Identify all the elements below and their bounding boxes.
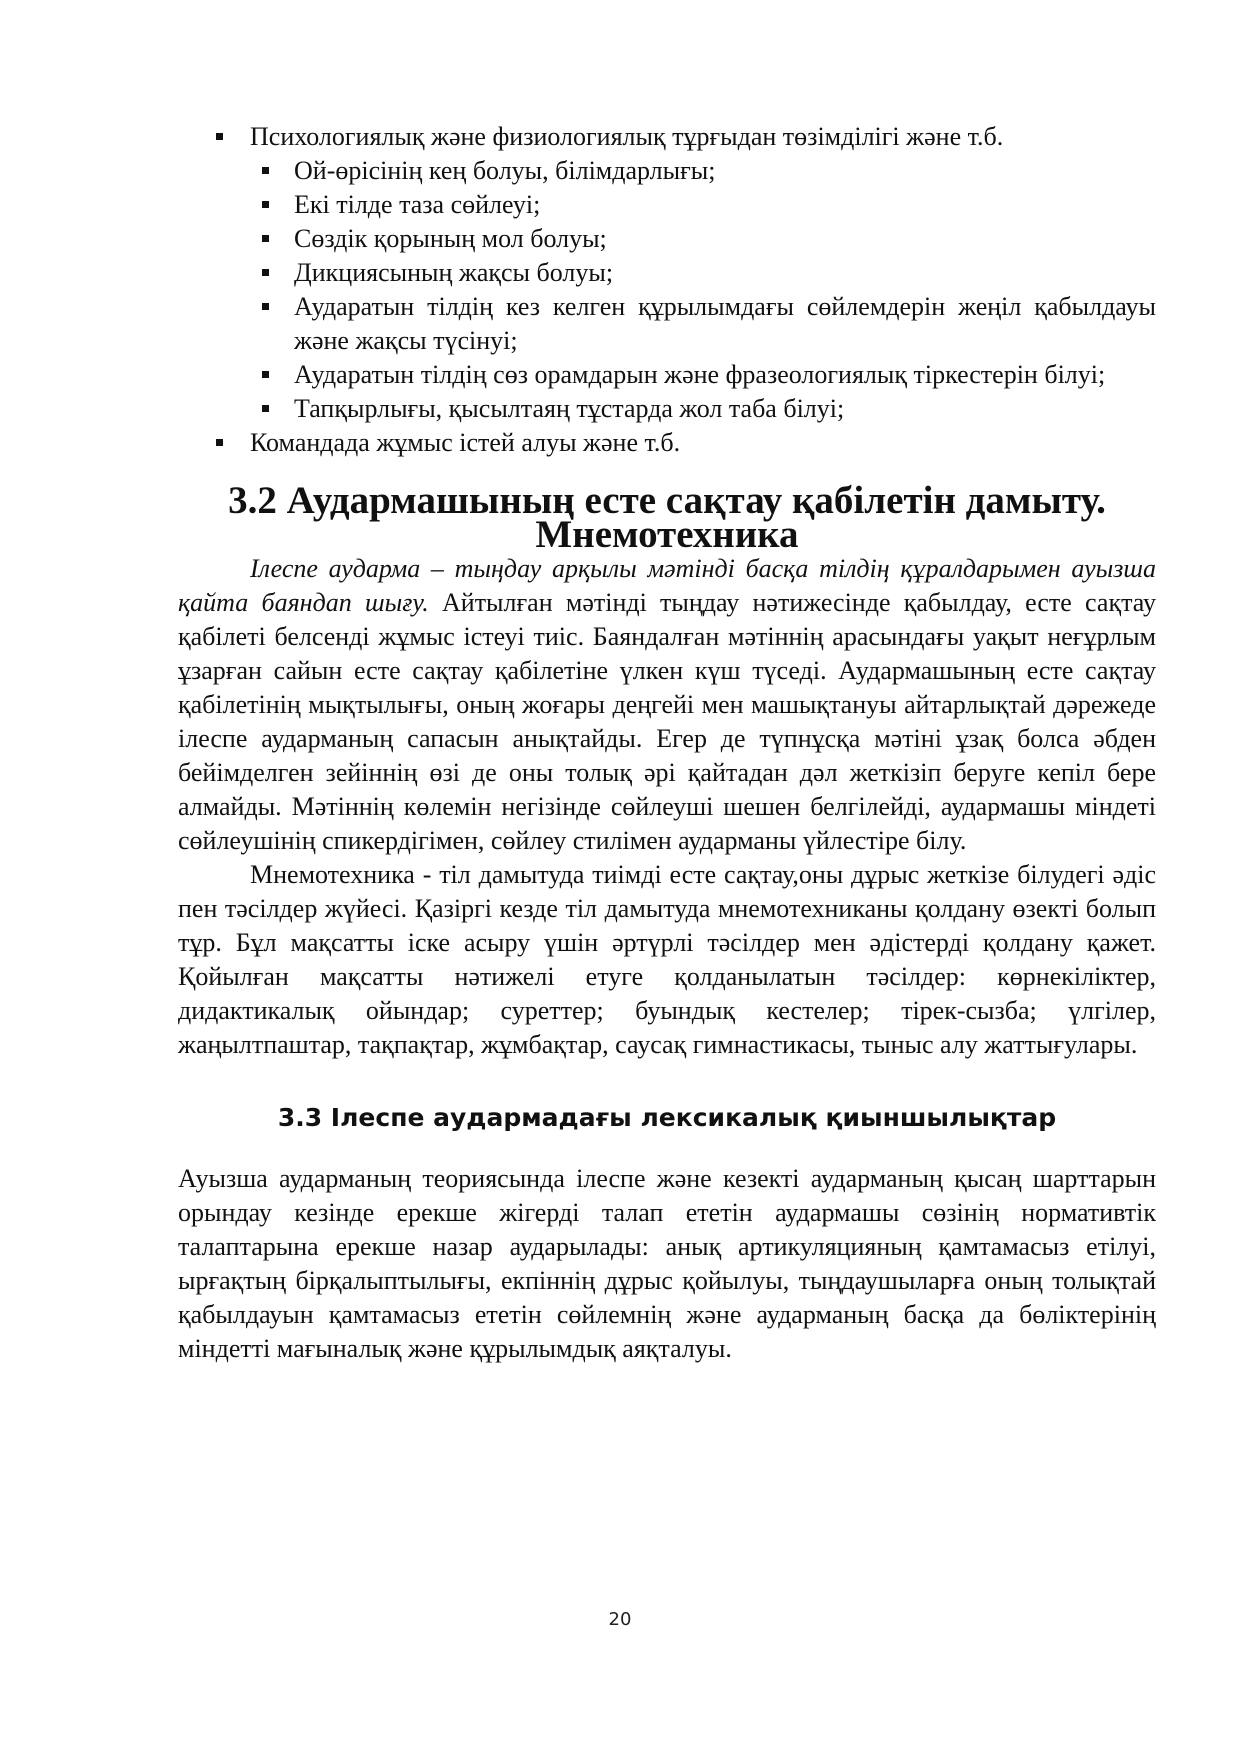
requirements-sublist	[250, 154, 1156, 426]
list-item-text: Аударатын тілдің сөз орамдарын және фразеологиялық тіркестерін білуі;	[294, 360, 1106, 389]
list-item	[250, 188, 1156, 222]
square-bullet-icon	[262, 201, 269, 208]
list-item-text: Сөздік қорының мол болуы;	[294, 224, 607, 253]
square-bullet-icon	[262, 371, 269, 378]
square-bullet-icon	[262, 167, 269, 174]
requirements-list-continued	[178, 426, 1156, 460]
list-item	[250, 358, 1156, 392]
list-item	[250, 222, 1156, 256]
square-bullet-icon	[262, 269, 269, 276]
section-heading-3-2: 3.2 Аудармашының есте сақтау қабілетін дамыту. Мнемотехника	[228, 479, 1106, 556]
paragraph: Мнемотехника - тіл дамытуда тиімді есте сақтау,оны дұрыс жеткізе білудегі әдіс пен тәсілдер жүйесі. Қазіргі кезде тіл дамытуда мнемотехниканы қолдану өзекті болып тұр. Бұл мақсатты іске асыру үшін әртүрлі тәсілдер мен әдістерді қолдану қажет. Қойылған мақсатты нәтижелі етуге қолданылатын тәсілдер: көрнекіліктер, дидактикалық ойындар; суреттер; буындық кестелер; тірек-сызба; үлгілер, жаңылтпаштар, тақпақтар, жұмбақтар, саусақ гимнастикасы, тыныс алу жаттығулары.	[178, 860, 1156, 1059]
paragraph	[178, 552, 1156, 858]
list-item-text: Психологиялық және физиологиялық тұрғыдан төзімділігі және т.б.	[250, 122, 1004, 151]
paragraph-text: Айтылған мәтінді тыңдау нәтижесінде қабылдау, есте сақтау қабілеті белсенді жұмыс істеуі тиіс. Баяндалған мәтіннің арасындағы уақыт неғұрлым ұзарған сайын есте сақтау қабілетіне үлкен күш түседі. Аудармашының есте сақтау қабілетінің мықтылығы, оның жоғары деңгейі мен машықтануы айтарлықтай дәрежеде ілеспе аударманың сапасын анықтайды. Егер де түпнұсқа мәтіні ұзақ болса әбден бейімделген зейіннің өзі де оны толық әрі қайтадан дәл жеткізіп беруге кепіл бере алмайды. Мәтіннің көлемін негізінде сөйлеуші шешен белгілейді, аудармашы міндеті сөйлеушінің спикердігімен, сөйлеу стилімен аударманы үйлестіре білу.	[178, 588, 1156, 855]
square-bullet-icon	[262, 405, 269, 412]
paragraph: Ауызша аударманың теориясында ілеспе және кезекті аударманың қысаң шарттарын орындау кезінде ерекше жігерді талап ететін аудармашы сөзінің нормативтік талаптарына ерекше назар аударылады: анық артикуляцияның қамтамасыз етілуі, ырғақтың бірқалыптылығы, екпіннің дұрыс қойылуы, тыңдаушыларға оның толықтай қабылдауын қамтамасыз ететін сөйлемнің және аударманың басқа да бөліктерінің міндетті мағыналық және құрылымдық аяқталуы.	[178, 1164, 1156, 1363]
square-bullet-icon	[216, 133, 223, 140]
list-item-text: Аударатын тілдің кез келген құрылымдағы сөйлемдерін жеңіл қабылдауы және жақсы түсінуі;	[294, 292, 1156, 355]
list-item	[178, 120, 1156, 154]
section-heading-3-3: 3.3 Ілеспе аудармадағы лексикалық қиыншылықтар	[277, 1103, 1057, 1132]
list-item	[178, 426, 1156, 460]
list-item	[250, 154, 1156, 188]
requirements-list	[178, 120, 1156, 154]
list-item-text: Ой-өрісінің кең болуы, білімдарлығы;	[294, 156, 716, 185]
square-bullet-icon	[262, 303, 269, 310]
square-bullet-icon	[216, 439, 223, 446]
page-number: 20	[608, 1609, 632, 1630]
list-item	[250, 290, 1156, 358]
list-item	[250, 392, 1156, 426]
list-item-text: Командада жұмыс істей алуы және т.б.	[250, 428, 681, 457]
square-bullet-icon	[262, 235, 269, 242]
list-item-text: Екі тілде таза сөйлеуі;	[294, 190, 541, 219]
page-content	[178, 120, 1156, 1366]
list-item-text: Дикциясының жақсы болуы;	[294, 258, 614, 287]
list-item	[250, 256, 1156, 290]
list-item-text: Тапқырлығы, қысылтаяң тұстарда жол таба білуі;	[294, 394, 845, 423]
definition-text: Ілеспе аударма – тыңдау арқылы мәтінді басқа тілдің құралдарымен ауызша қайта баяндап шығу.	[178, 554, 1156, 617]
